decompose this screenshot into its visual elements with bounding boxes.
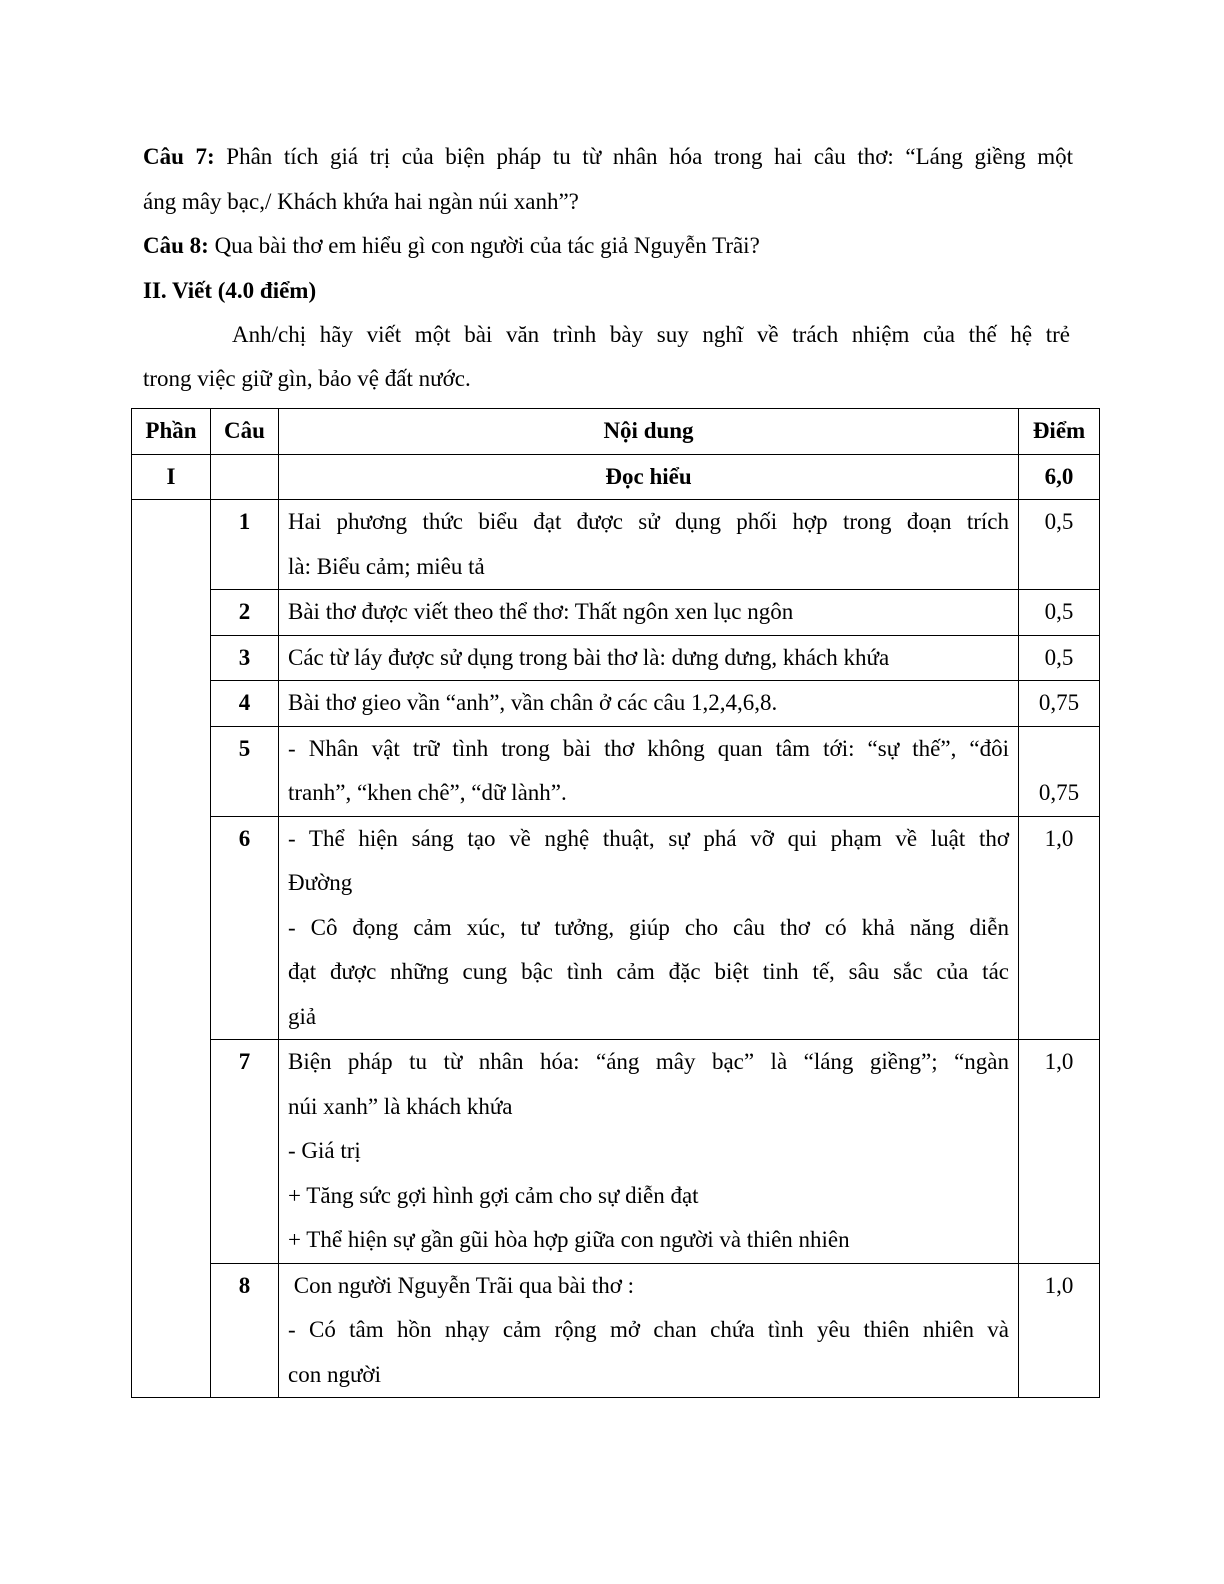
question-8-line (143, 224, 1073, 268)
row-cau: 5 (211, 726, 279, 816)
row-cau: 4 (211, 681, 279, 727)
table-row (132, 726, 1100, 816)
section-title: Đọc hiểu (279, 454, 1019, 500)
content-line: tranh”, “khen chê”, “dữ lành”. (288, 780, 567, 805)
row-diem: 1,0 (1019, 1263, 1100, 1398)
row-diem: 0,75 (1019, 681, 1100, 727)
answer-key-table (131, 408, 1100, 1398)
row-cau: 8 (211, 1263, 279, 1398)
writing-prompt-line-1: Anh/chị hãy viết một bài văn trình bày suy nghĩ về trách nhiệm của thế hệ trẻ (232, 322, 1070, 347)
header-phan: Phần (132, 409, 211, 455)
table-row (132, 1040, 1100, 1264)
table-row (132, 1263, 1100, 1398)
question-7-text: Phân tích giá trị của biện pháp tu từ nhân hóa trong hai câu thơ: “Láng giềng một (214, 144, 1073, 169)
row-content (279, 816, 1019, 1040)
content-line: núi xanh” là khách khứa (288, 1093, 513, 1119)
content-line: + Thể hiện sự gần gũi hòa hợp giữa con người và thiên nhiên (288, 1227, 850, 1252)
table-row (132, 635, 1100, 681)
phan-merged-cell (132, 500, 211, 1398)
question-7-line-2: áng mây bạc,/ Khách khứa hai ngàn núi xanh”? (143, 189, 579, 214)
content-line: Con người Nguyễn Trãi qua bài thơ : (288, 1272, 635, 1298)
content-line: Hai phương thức biểu đạt được sử dụng phối hợp trong đoạn trích (288, 509, 1009, 534)
row-cau: 3 (211, 635, 279, 681)
row-content (279, 635, 1019, 681)
content-line: Đường (288, 870, 353, 895)
question-7-label: Câu 7: (143, 144, 215, 169)
row-content (279, 726, 1019, 816)
row-cau: 2 (211, 590, 279, 636)
row-content (279, 500, 1019, 590)
section-row (132, 454, 1100, 500)
content-line: là: Biểu cảm; miêu tả (288, 553, 485, 579)
header-diem: Điểm (1019, 409, 1100, 455)
row-cau: 6 (211, 816, 279, 1040)
content-line: giả (288, 1003, 317, 1029)
content-line: - Có tâm hồn nhạy cảm rộng mở chan chứa tình yêu thiên nhiên và (288, 1317, 1009, 1342)
row-diem: 0,5 (1019, 590, 1100, 636)
row-cau: 1 (211, 500, 279, 590)
row-diem: 0,5 (1019, 635, 1100, 681)
question-8-label: Câu 8: (143, 233, 209, 258)
header-noi-dung: Nội dung (279, 409, 1019, 455)
content-line: - Giá trị (288, 1138, 361, 1163)
table-row (132, 500, 1100, 590)
section-cau-empty (211, 454, 279, 500)
content-line: + Tăng sức gợi hình gợi cảm cho sự diễn đạt (288, 1182, 699, 1208)
content-line: - Thể hiện sáng tạo về nghệ thuật, sự phá vỡ qui phạm về luật thơ (288, 825, 1009, 851)
table-header-row (132, 409, 1100, 455)
question-7-line-1 (143, 135, 1073, 179)
row-diem: 1,0 (1019, 816, 1100, 1040)
question-8-text: Qua bài thơ em hiểu gì con người của tác giả Nguyễn Trãi? (208, 233, 760, 258)
row-cau: 7 (211, 1040, 279, 1264)
writing-section-heading: II. Viết (4.0 điểm) (143, 278, 317, 303)
content-line: Bài thơ được viết theo thể thơ: Thất ngôn xen lục ngôn (288, 599, 794, 624)
table-row (132, 816, 1100, 1040)
row-diem: 0,5 (1019, 500, 1100, 590)
row-diem: 0,75 (1019, 726, 1100, 816)
content-line: - Cô đọng cảm xúc, tư tưởng, giúp cho câu thơ có khả năng diễn (288, 914, 1009, 940)
content-line: - Nhân vật trữ tình trong bài thơ không quan tâm tới: “sự thế”, “đôi (288, 735, 1009, 761)
content-line: Biện pháp tu từ nhân hóa: “áng mây bạc” là “láng giềng”; “ngàn (288, 1049, 1009, 1074)
table-row (132, 681, 1100, 727)
content-line: đạt được những cung bậc tình cảm đặc biệt tinh tế, sâu sắc của tác (288, 959, 1009, 984)
row-content (279, 1263, 1019, 1398)
row-content (279, 1040, 1019, 1264)
header-cau: Câu (211, 409, 279, 455)
row-content (279, 590, 1019, 636)
section-phan: I (132, 454, 211, 500)
row-diem: 1,0 (1019, 1040, 1100, 1264)
section-diem: 6,0 (1019, 454, 1100, 500)
writing-prompt-line-2: trong việc giữ gìn, bảo vệ đất nước. (143, 366, 471, 391)
content-line: Bài thơ gieo vần “anh”, vần chân ở các câu 1,2,4,6,8. (288, 690, 778, 715)
table-row (132, 590, 1100, 636)
row-content (279, 681, 1019, 727)
content-line: con người (288, 1361, 381, 1387)
content-line: Các từ láy được sử dụng trong bài thơ là: dưng dưng, khách khứa (288, 644, 890, 670)
